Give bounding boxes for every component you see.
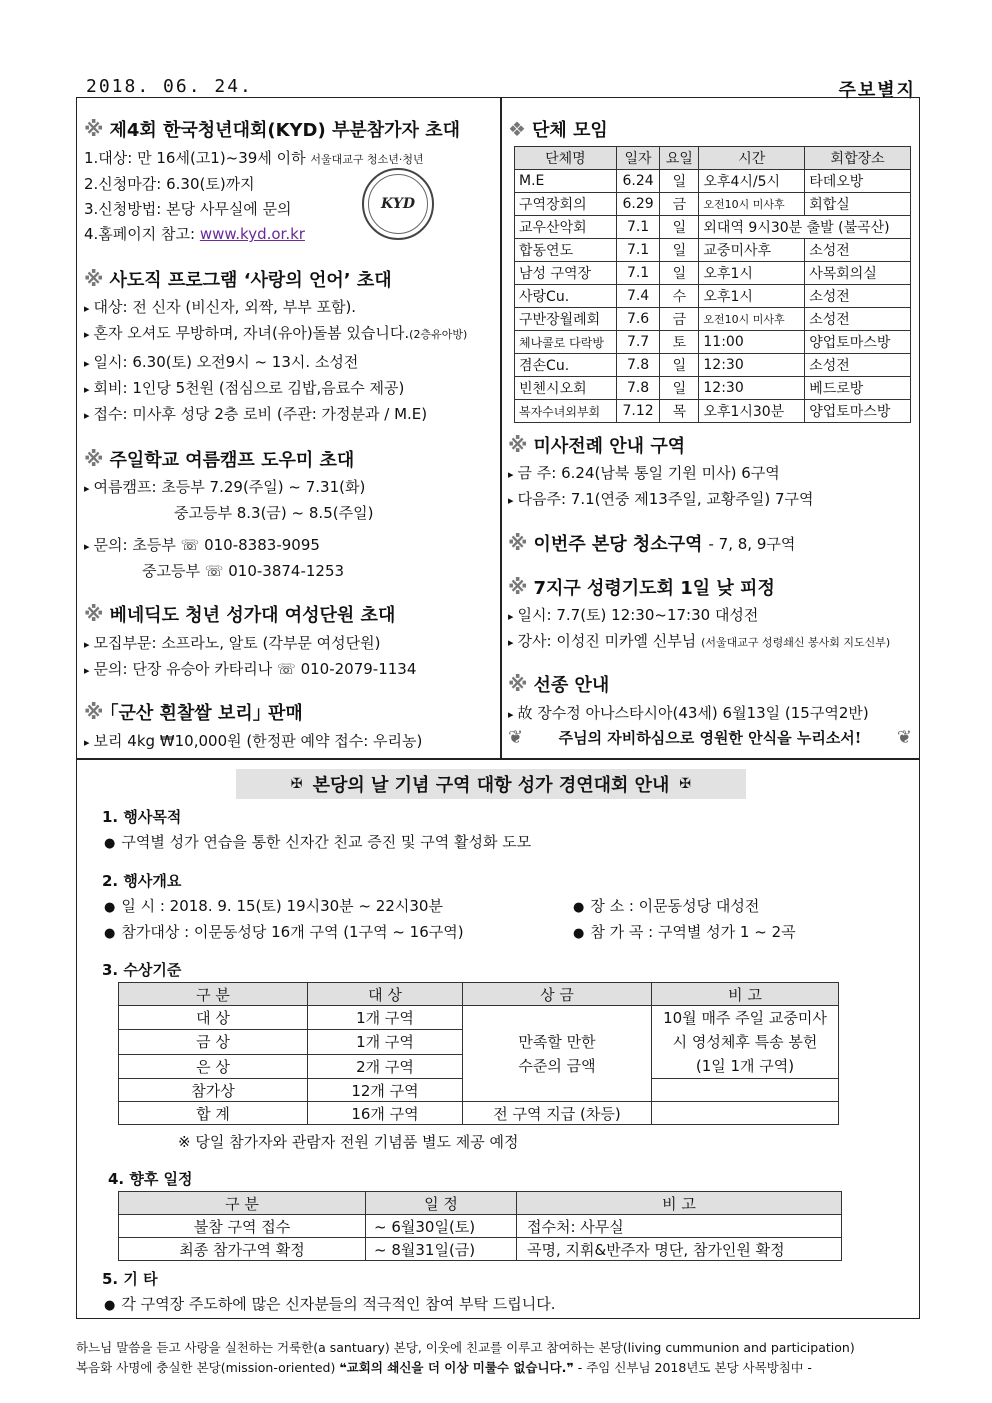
mass-liturgy-section (508, 432, 913, 513)
group-time: 오후4시/5시 (699, 170, 805, 193)
group-time: 오후1시30분 (699, 400, 805, 423)
asterism-icon: ※ (508, 433, 528, 457)
group-time: 12:30 (699, 354, 805, 377)
kyd-title: ※ 제4회 한국청년대회(KYD) 부분참가자 초대 (84, 117, 460, 141)
group-date: 7.1 (616, 239, 660, 262)
kyd-homepage-link[interactable]: www.kyd.or.kr (199, 225, 305, 243)
kyd-method: 3.신청방법: 본당 사무실에 문의 (84, 200, 292, 218)
group-date: 7.1 (616, 216, 660, 239)
groups-row (515, 354, 911, 377)
groups-row (515, 285, 911, 308)
mass-next-week: ▸ 다음주: 7.1(연중 제13주일, 교황주일) 7구역 (508, 487, 913, 513)
groups-row (515, 262, 911, 285)
purpose-heading: 1. 행사목적 (102, 808, 182, 826)
schedule-date: ~ 6월30일(토) (366, 1215, 517, 1238)
asterism-icon: ※ (508, 672, 528, 696)
group-day: 목 (660, 400, 699, 423)
group-date: 7.7 (616, 331, 660, 354)
footer-line-2: 복음화 사명에 충실한 본당(mission-oriented) ❝교회의 쇄신을 더 이상 미룰수 없습니다.❞ - 주임 신부님 2018년도 본당 사목방침中 - (76, 1360, 812, 1375)
groups-row (515, 377, 911, 400)
obituary-title: ※ 선종 안내 (508, 672, 610, 696)
footer-line-1: 하느님 말씀을 듣고 사랑을 실천하는 거룩한(a santuary) 본당, 이웃에 친교를 이루고 참여하는 본당(living cummunion and participation) (76, 1340, 855, 1355)
group-day: 일 (660, 170, 699, 193)
etc-text: ● 각 구역장 주도하에 많은 신자분들의 적극적인 참여 부탁 드립니다. (104, 1293, 556, 1314)
spirit-retreat-section (508, 574, 913, 655)
barley-price: ▸ 보리 4kg ₩10,000원 (한정판 예약 접수: 우리농) (84, 729, 496, 755)
group-date: 7.8 (616, 354, 660, 377)
parish-mission-footer (76, 1338, 922, 1378)
cleaning-zones: - 7, 8, 9구역 (708, 534, 796, 553)
mass-this-week: ▸ 금 주: 6.24(남북 통일 기원 미사) 6구역 (508, 461, 913, 487)
overview-heading: 2. 행사개요 (102, 872, 182, 890)
group-name: 합동연도 (515, 239, 617, 262)
group-time: 오후1시 (699, 262, 805, 285)
group-place: 사목회의실 (805, 262, 911, 285)
groups-row (515, 216, 911, 239)
schedule-heading: 4. 향후 일정 (108, 1170, 193, 1188)
award-total-label: 합 계 (119, 1102, 308, 1125)
groups-header: 회합장소 (805, 147, 911, 170)
groups-header: 시간 (699, 147, 805, 170)
group-name: 빈첸시오회 (515, 377, 617, 400)
schedule-date: ~ 8월31일(금) (366, 1238, 517, 1261)
groups-row (515, 308, 911, 331)
retreat-speaker: ▸ 강사: 이성진 미카엘 신부님 (서울대교구 성령쇄신 봉사회 지도신부) (508, 629, 913, 655)
group-name: M.E (515, 170, 617, 193)
groups-row (515, 331, 911, 354)
award-total-note (652, 1102, 839, 1125)
choir-section (84, 601, 496, 683)
spirit-retreat-title: ※ 7지구 성령기도회 1일 낮 피정 (508, 575, 775, 599)
group-name: 사랑Cu. (515, 285, 617, 308)
group-place: 소성전 (805, 354, 911, 377)
kyd-section (84, 116, 496, 247)
award-footnote: ※ 당일 참가자와 관람자 전원 기념품 별도 제공 예정 (178, 1133, 519, 1151)
choir-title: ※ 베네딕도 청년 성가대 여성단원 초대 (84, 602, 396, 626)
award-count: 1개 구역 (308, 1030, 463, 1054)
groups-row (515, 170, 911, 193)
schedule-header: 일 정 (366, 1192, 517, 1215)
group-place: 소성전 (805, 239, 911, 262)
award-tier: 참가상 (119, 1079, 308, 1102)
groups-row (515, 193, 911, 216)
group-place: 타데오방 (805, 170, 911, 193)
schedule-note: 곡명, 지휘&반주자 명단, 참가인원 확정 (517, 1238, 842, 1261)
camp-contact-elementary: ▸ 문의: 초등부 ☏ 010-8383-9095 (84, 533, 496, 559)
group-name: 복자수녀외부회 (515, 400, 617, 423)
kyd-logo: KYD (362, 168, 434, 240)
retreat-datetime: ▸ 일시: 7.7(토) 12:30~17:30 대성전 (508, 603, 913, 629)
group-place: 양업토마스방 (805, 400, 911, 423)
groups-title: ❖ 단체 모임 (508, 117, 608, 141)
group-day: 일 (660, 354, 699, 377)
cleaning-title: ※ 이번주 본당 청소구역 - 7, 8, 9구역 (508, 531, 796, 555)
group-date: 6.24 (616, 170, 660, 193)
love-fee: ▸ 회비: 1인당 5천원 (점심으로 김밥,음료수 제공) (84, 376, 496, 402)
group-name: 겸손Cu. (515, 354, 617, 377)
award-prize: 만족할 만한 수준의 금액 (463, 1006, 652, 1102)
groups-table (514, 146, 911, 423)
group-time: 오후1시 (699, 285, 805, 308)
summer-camp-section (84, 446, 496, 584)
award-note-empty (652, 1079, 839, 1102)
group-date: 6.29 (616, 193, 660, 216)
section-divider (76, 758, 920, 760)
asterism-icon: ※ (84, 267, 104, 291)
group-time: 11:00 (699, 331, 805, 354)
group-time: 오전10시 미사후 (699, 193, 805, 216)
group-time: 오전10시 미사후 (699, 308, 805, 331)
bulletin-supplement-label: 주보별지 (838, 80, 916, 101)
groups-row (515, 400, 911, 423)
group-day: 토 (660, 331, 699, 354)
award-count: 1개 구역 (308, 1006, 463, 1030)
groups-header: 요일 (660, 147, 699, 170)
cross-icon: ✠ (679, 776, 692, 792)
love-language-section (84, 266, 496, 428)
group-place: 양업토마스방 (805, 331, 911, 354)
group-place: 회합실 (805, 193, 911, 216)
group-date: 7.4 (616, 285, 660, 308)
group-day: 금 (660, 193, 699, 216)
group-date: 7.1 (616, 262, 660, 285)
love-target: ▸ 대상: 전 신자 (비신자, 외짝, 부부 포함). (84, 295, 496, 321)
asterism-icon: ※ (508, 531, 528, 555)
group-place: 소성전 (805, 285, 911, 308)
group-name: 체나콜로 다락방 (515, 331, 617, 354)
cross-icon: ✠ (290, 776, 303, 792)
award-total-count: 16개 구역 (308, 1102, 463, 1125)
award-heading: 3. 수상기준 (102, 961, 182, 979)
schedule-table (118, 1191, 842, 1261)
kyd-target: 1.대상: 만 16세(고1)~39세 이하 서울대교구 청소년·청년 (84, 149, 424, 167)
group-name: 교우산악회 (515, 216, 617, 239)
cleaning-section (508, 530, 913, 556)
contest-banner (236, 769, 746, 799)
groups-header: 일자 (616, 147, 660, 170)
choir-contact: ▸ 문의: 단장 유승아 카타리나 ☏ 010-2079-1134 (84, 657, 496, 683)
etc-heading: 5. 기 타 (102, 1270, 158, 1288)
group-day: 일 (660, 262, 699, 285)
asterism-icon: ※ (84, 117, 104, 141)
asterism-icon: ※ (84, 700, 104, 724)
overview-participants: ● 참가대상 : 이문동성당 16개 구역 (1구역 ~ 16구역) (104, 921, 464, 942)
asterism-icon: ※ (84, 447, 104, 471)
schedule-header: 구 분 (119, 1192, 366, 1215)
group-day: 일 (660, 239, 699, 262)
groups-row (515, 239, 911, 262)
obituary-section (508, 671, 913, 748)
award-header: 구 분 (119, 983, 308, 1006)
award-table (118, 982, 839, 1125)
schedule-note: 접수처: 사무실 (517, 1215, 842, 1238)
group-date: 7.8 (616, 377, 660, 400)
choir-parts: ▸ 모집부문: 소프라노, 알토 (각부문 여성단원) (84, 631, 496, 657)
purpose-text: ● 구역별 성가 연습을 통한 신자간 친교 증진 및 구역 활성화 도모 (104, 831, 531, 852)
groups-header: 단체명 (515, 147, 617, 170)
groups-section (508, 116, 913, 423)
group-day: 일 (660, 216, 699, 239)
award-tier: 금 상 (119, 1030, 308, 1054)
award-count: 2개 구역 (308, 1054, 463, 1078)
group-name: 남성 구역장 (515, 262, 617, 285)
sparkle-icon: ❖ (508, 117, 526, 141)
schedule-item: 최종 참가구역 확정 (119, 1238, 366, 1261)
award-header: 상 금 (463, 983, 652, 1006)
obituary-prayer-row (508, 727, 912, 748)
award-total-prize: 전 구역 지급 (차등) (463, 1102, 652, 1125)
group-name: 구반장월례회 (515, 308, 617, 331)
group-date: 7.6 (616, 308, 660, 331)
camp-contact-middle: 중고등부 ☏ 010-3874-1253 (142, 562, 345, 580)
award-count: 12개 구역 (308, 1079, 463, 1102)
award-note: 10월 매주 주일 교중미사 시 영성체후 특송 봉헌 (1일 1개 구역) (652, 1006, 839, 1079)
mass-liturgy-title: ※ 미사전례 안내 구역 (508, 433, 686, 457)
summer-camp-title: ※ 주일학교 여름캠프 도우미 초대 (84, 447, 355, 471)
love-reception: ▸ 접수: 미사후 성당 2층 로비 (주관: 가정분과 / M.E) (84, 402, 496, 428)
group-day: 금 (660, 308, 699, 331)
contest-banner-title: 본당의 날 기념 구역 대항 성가 경연대회 안내 (312, 775, 670, 796)
bulletin-date: 2018. 06. 24. (86, 76, 253, 97)
award-header: 비 고 (652, 983, 839, 1006)
award-tier: 대 상 (119, 1006, 308, 1030)
asterism-icon: ※ (84, 602, 104, 626)
award-header: 대 상 (308, 983, 463, 1006)
kyd-homepage: 4.홈페이지 참고: www.kyd.or.kr (84, 225, 305, 243)
overview-place: ● 장 소 : 이문동성당 대성전 (573, 895, 759, 916)
group-day: 수 (660, 285, 699, 308)
overview-songs: ● 참 가 곡 : 구역별 성가 1 ~ 2곡 (573, 921, 796, 942)
group-name: 구역장회의 (515, 193, 617, 216)
asterism-icon: ※ (508, 575, 528, 599)
obituary-detail: ▸ 故 장수정 아나스타시아(43세) 6월13일 (15구역2반) (508, 701, 913, 727)
schedule-item: 불참 구역 접수 (119, 1215, 366, 1238)
group-time: 12:30 (699, 377, 805, 400)
camp-middle-dates: 중고등부 8.3(금) ~ 8.5(주일) (174, 504, 374, 522)
camp-elementary-dates: ▸ 여름캠프: 초등부 7.29(주일) ~ 7.31(화) (84, 475, 496, 501)
overview-date: ● 일 시 : 2018. 9. 15(토) 19시30분 ~ 22시30분 (104, 895, 443, 916)
barley-section (84, 699, 496, 755)
kyd-deadline: 2.신청마감: 6.30(토)까지 (84, 175, 255, 193)
love-childcare: ▸ 혼자 오셔도 무방하며, 자녀(유아)돌봄 있습니다.(2층유아방) (84, 321, 496, 347)
award-tier: 은 상 (119, 1054, 308, 1078)
group-time: 교중미사후 (699, 239, 805, 262)
group-day: 일 (660, 377, 699, 400)
column-divider (500, 97, 502, 758)
love-datetime: ▸ 일시: 6.30(토) 오전9시 ~ 13시. 소성전 (84, 350, 496, 376)
obituary-prayer: 주님의 자비하심으로 영원한 안식을 누리소서! (558, 729, 862, 747)
group-place: 베드로방 (805, 377, 911, 400)
group-date: 7.12 (616, 400, 660, 423)
lily-icon: ❦ (896, 727, 912, 748)
group-place: 소성전 (805, 308, 911, 331)
barley-title: ※ ｢군산 흰찰쌀 보리｣ 판매 (84, 700, 303, 724)
group-time-place: 외대역 9시30분 출발 (불곡산) (699, 216, 911, 239)
love-language-title: ※ 사도직 프로그램 ‘사랑의 언어’ 초대 (84, 267, 392, 291)
schedule-header: 비 고 (517, 1192, 842, 1215)
lily-icon: ❦ (508, 727, 524, 748)
